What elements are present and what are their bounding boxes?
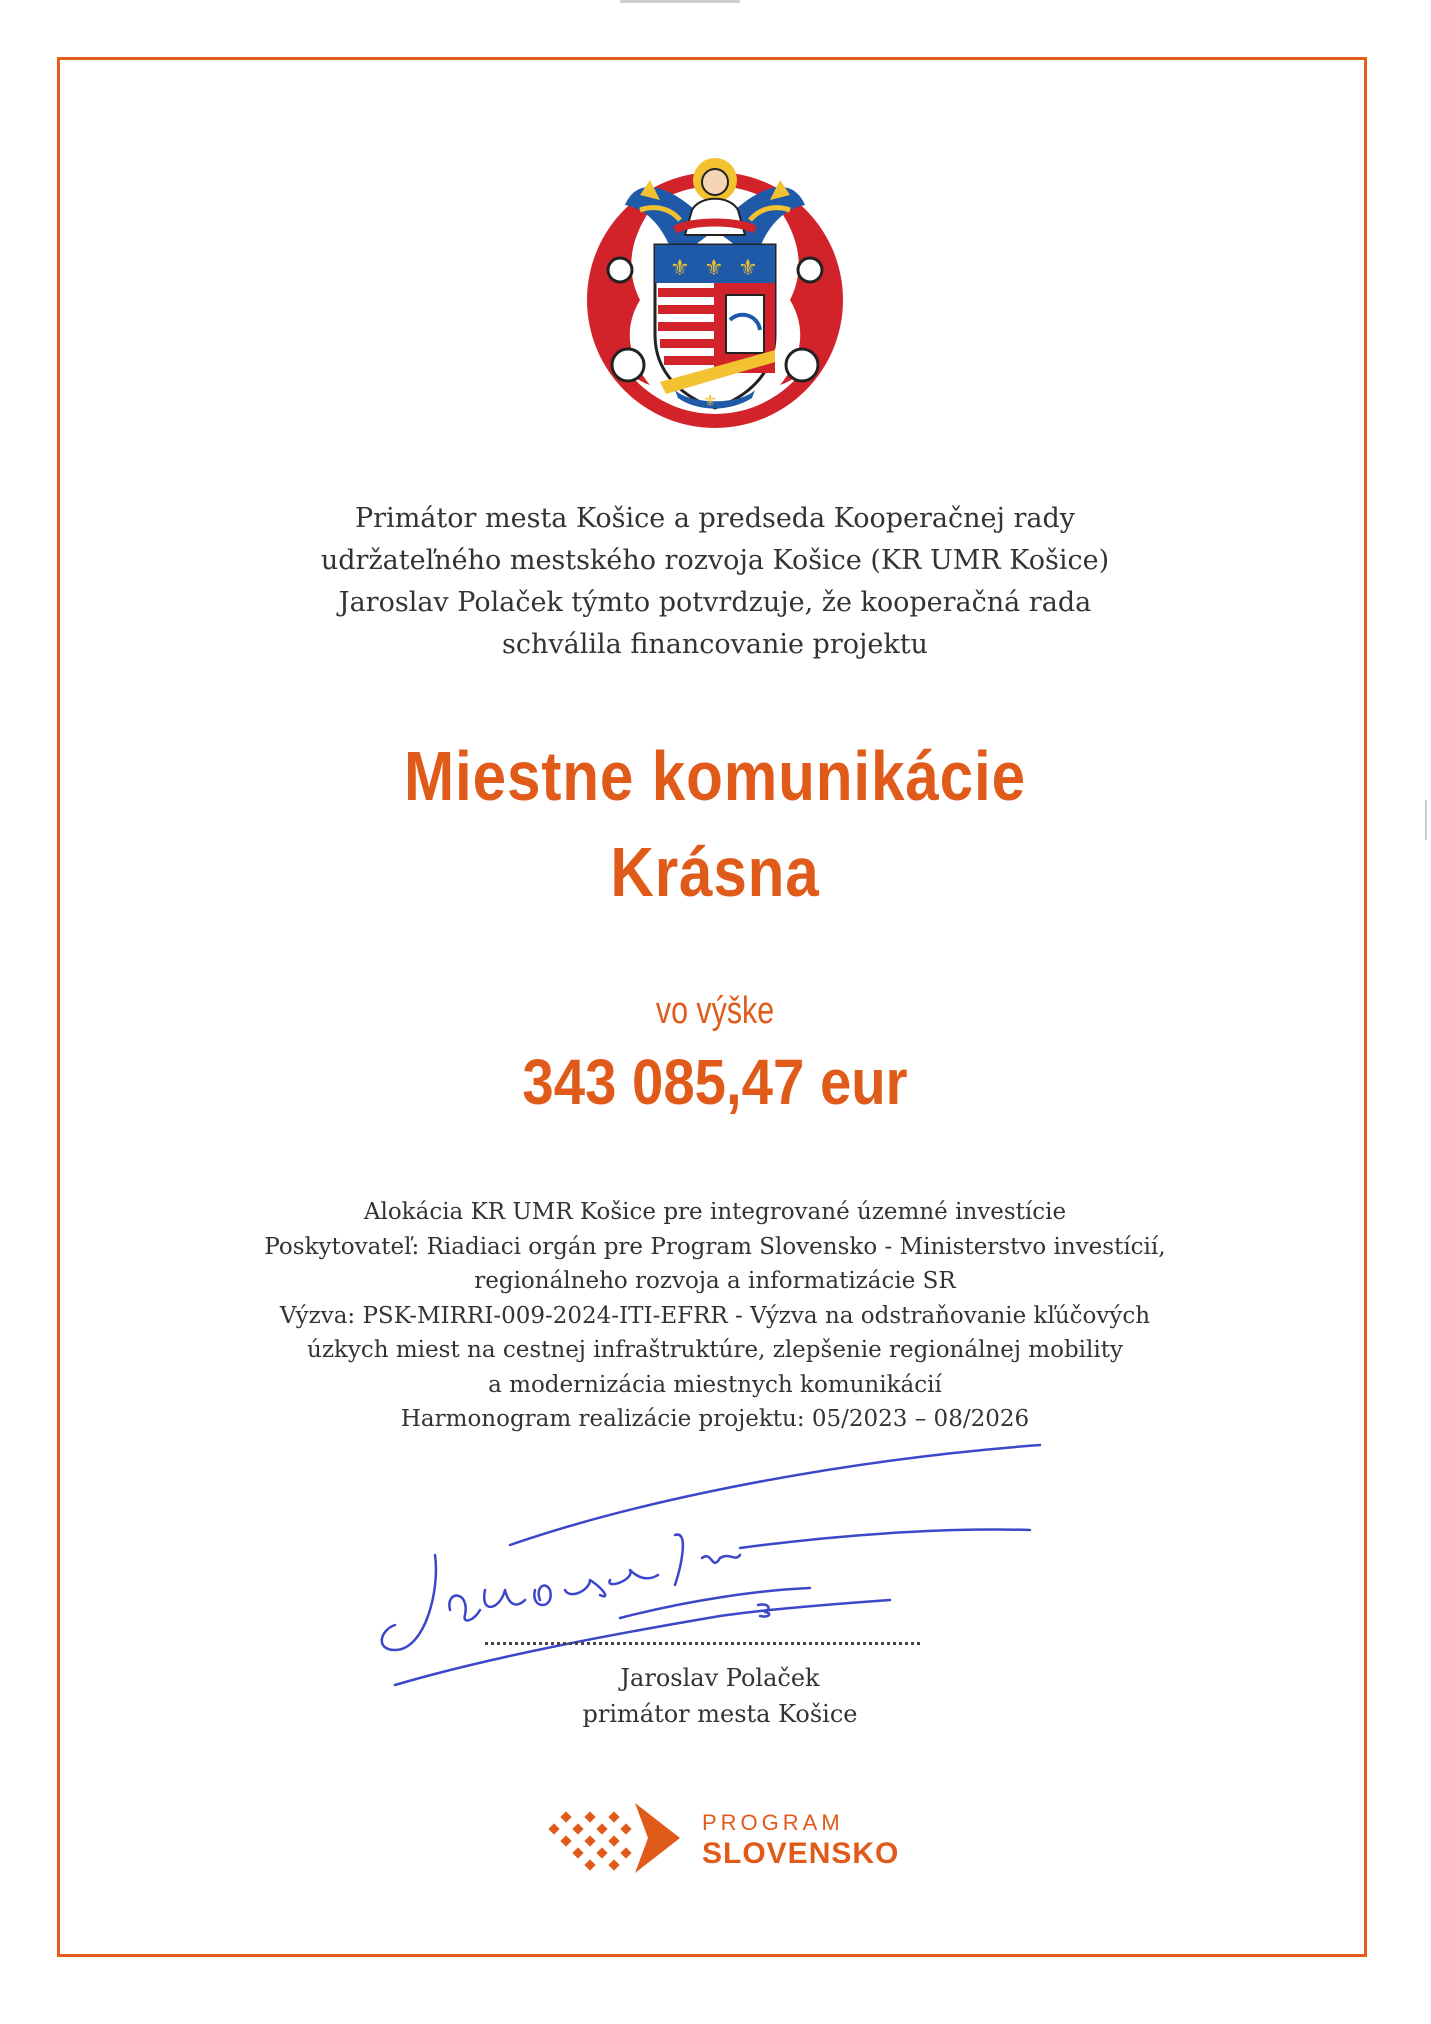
details-line: Poskytovateľ: Riadiaci orgán pre Program Slovensko - Ministerstvo investícií, <box>264 1233 1166 1260</box>
intro-line: udržateľného mestského rozvoja Košice (KR UMR Košice) <box>320 545 1110 576</box>
details-line: Alokácia KR UMR Košice pre integrované územné investície <box>363 1199 1067 1225</box>
project-title-line: Miestne komunikácie <box>404 737 1026 815</box>
scan-edge-mark-right <box>1425 800 1427 840</box>
signature-line <box>485 1642 920 1645</box>
svg-text:⚜: ⚜ <box>670 256 690 281</box>
amount-label: vo výške <box>655 990 775 1032</box>
details-line: úzkych miest na cestnej infraštruktúre, zlepšenie regionálnej mobility <box>307 1337 1123 1363</box>
intro-line: Primátor mesta Košice a predseda Kooperačnej rady <box>355 503 1075 534</box>
svg-text:⚜: ⚜ <box>703 391 718 410</box>
kosice-coat-of-arms-icon <box>580 150 850 435</box>
signatory-block <box>520 1660 920 1732</box>
intro-statement <box>160 498 1270 666</box>
scan-edge-mark <box>620 0 740 3</box>
svg-text:⚜: ⚜ <box>738 256 758 281</box>
logo-line1: PROGRAM <box>702 1810 844 1835</box>
details-line: regionálneho rozvoja a informatizácie SR <box>474 1268 956 1294</box>
project-title <box>238 728 1193 920</box>
amount-value: 343 085,47 eur <box>522 1046 908 1118</box>
logo-line2: SLOVENSKO <box>702 1837 900 1870</box>
intro-line: Jaroslav Polaček týmto potvrdzuje, že kooperačná rada <box>338 587 1092 618</box>
details-line: Výzva: PSK-MIRRI-009-2024-ITI-EFRR - Výzva na odstraňovanie kľúčových <box>279 1302 1151 1329</box>
project-title-line: Krásna <box>610 833 820 911</box>
intro-line: schválila financovanie projektu <box>502 629 928 660</box>
details-line: a modernizácia miestnych komunikácií <box>488 1371 942 1398</box>
signatory-name: Jaroslav Polaček <box>620 1664 820 1692</box>
signatory-role: primátor mesta Košice <box>582 1700 858 1728</box>
details-line: Harmonogram realizácie projektu: 05/2023 – 08/2026 <box>400 1406 1030 1432</box>
program-slovensko-logo <box>530 1795 910 1881</box>
project-details <box>160 1195 1270 1437</box>
program-slovensko-logo-icon <box>530 1795 690 1881</box>
svg-text:⚜: ⚜ <box>704 256 724 281</box>
logo-text <box>702 1809 899 1871</box>
